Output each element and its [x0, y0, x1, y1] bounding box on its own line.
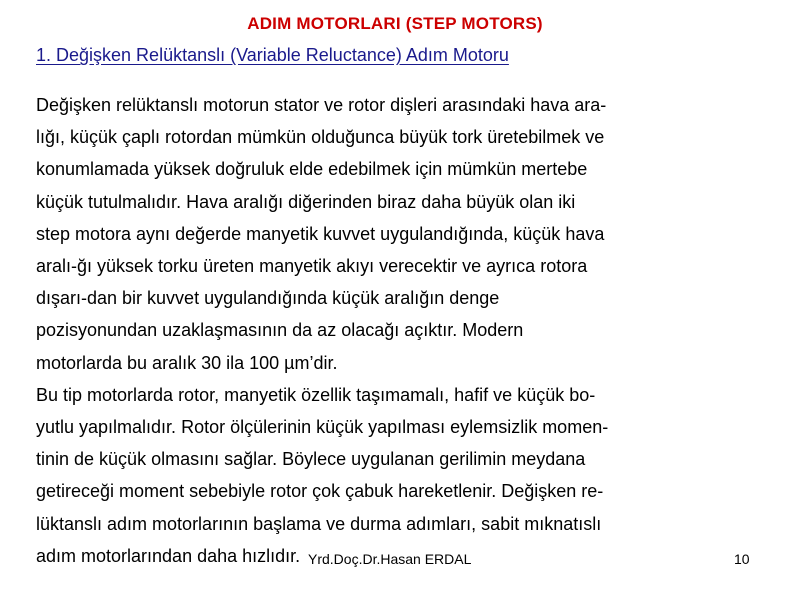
body-line: yutlu yapılmalıdır. Rotor ölçülerinin küçük yapılması eylemsizlik momen- [36, 417, 609, 438]
body-line: dışarı-dan bir kuvvet uygulandığında küçük aralığın denge [36, 288, 500, 309]
body-line: motorlarda bu aralık 30 ila 100 µm’dir. [36, 352, 338, 373]
body-line: pozisyonundan uzaklaşmasının da az olacağı açıktır. Modern [36, 320, 524, 341]
body-line: step motora aynı değerde manyetik kuvvet uygulandığında, küçük hava [36, 223, 605, 244]
body-line: getireceği moment sebebiyle rotor çok çabuk hareketlenir. Değişken re- [36, 481, 604, 502]
slide-title: ADIM MOTORLARI (STEP MOTORS) [247, 14, 543, 33]
body-line: aralı-ğı yüksek torku üreten manyetik akıyı verecektir ve ayrıca rotora [36, 256, 588, 277]
body-line: Bu tip motorlarda rotor, manyetik özellik taşımamalı, hafif ve küçük bo- [36, 384, 596, 405]
body-line: konumlamada yüksek doğruluk elde edebilmek için mümkün mertebe [36, 159, 588, 180]
body-line: adım motorlarından daha hızlıdır. [36, 545, 301, 566]
footer-author: Yrd.Doç.Dr.Hasan ERDAL [308, 551, 472, 567]
body-text [36, 89, 756, 572]
body-line: lığı, küçük çaplı rotordan mümkün olduğunca büyük tork üretebilmek ve [36, 127, 605, 148]
body-line: lüktanslı adım motorlarının başlama ve durma adımları, sabit mıknatıslı [36, 513, 602, 534]
page-number: 10 [734, 551, 750, 567]
section-heading: 1. Değişken Relüktanslı (Variable Reluctance) Adım Motoru [36, 45, 509, 65]
body-line: Değişken relüktanslı motorun stator ve rotor dişleri arasındaki hava ara- [36, 95, 607, 115]
body-line: tinin de küçük olmasını sağlar. Böylece uygulanan gerilimin meydana [36, 449, 586, 470]
body-line: küçük tutulmalıdır. Hava aralığı diğerinden biraz daha büyük olan iki [36, 191, 576, 212]
